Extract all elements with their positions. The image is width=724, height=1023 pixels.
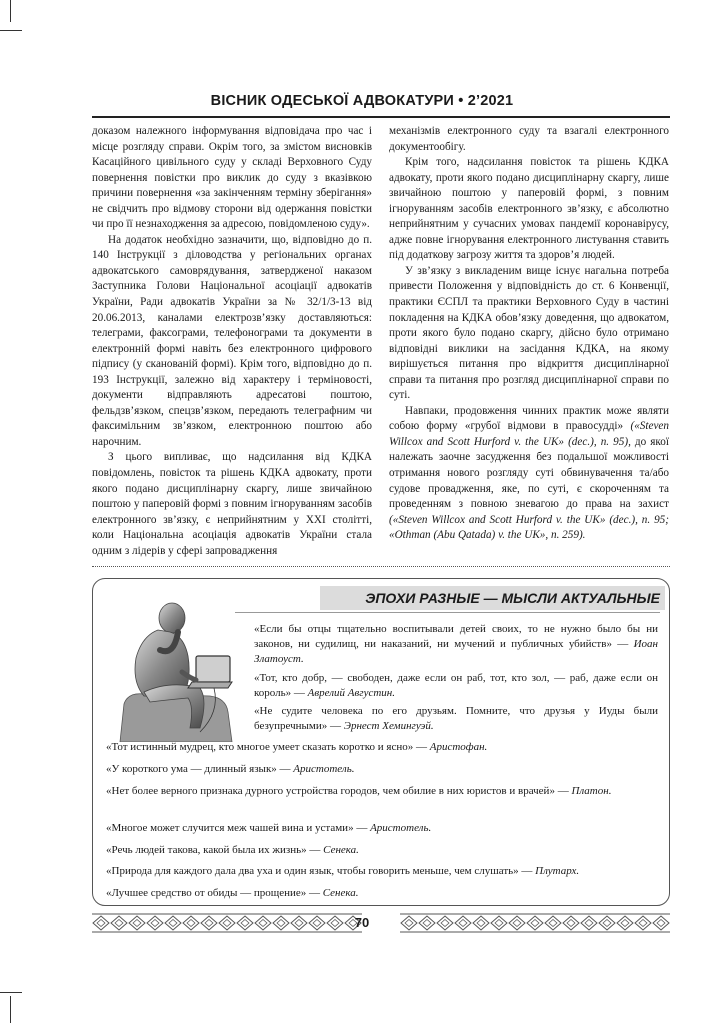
quote-text: «Если бы отцы тщательно воспитывали детей своих, то не нужно было бы ни законов, ни судилищ, ни наказаний, ни мучений и публичных убийств» — [254,623,658,651]
paragraph: механізмів електронного суду та взагалі електронного документообігу. [389,125,669,153]
quote-text: «Многое может случится меж чашей вина и устами» — [106,822,371,834]
dotted-separator [92,566,670,567]
crop-mark [0,992,22,993]
title-rule [235,612,660,613]
quote-author: Сенека. [322,887,359,899]
quote-author: Иоан Златоуст. [254,638,658,666]
quote-item [106,762,660,777]
quotes-box-title: ЭПОХИ РАЗНЫЕ — МЫСЛИ АКТУАЛЬНЫЕ [365,590,660,606]
quote-item [106,864,660,879]
quote-text: «Тот, кто добр, — свободен, даже если он раб, тот, кто зол, — раб, даже если он король» — [254,672,658,700]
case-citation: («Steven Willcox and Scott Hurford v. the UK» (dec.), п. 95), [389,420,669,448]
paragraph [389,404,669,544]
quote-author: Плутарх. [535,865,580,877]
quote-item [254,671,658,701]
right-column [389,124,669,544]
header-rule [92,116,670,118]
paragraph-text: Навпаки, продовження чинних практик може являти собою форму «грубої відмови в правосудді» [389,404,669,433]
quote-item [106,843,660,858]
paragraph-text: до якої належать заочне засудження без подальшої можливості отримання нового розгляду суті обвинувачення та/або судове провадження, яке, по суті, є скороченням та проведенням з повною зневагою до права на захист [389,435,669,511]
quote-author: Эрнест Хемингуэй. [343,720,434,733]
paragraph: У зв’язку з викладеним вище існує нагальна потреба привести Положення у відповідність до ст. 6 Конвенції, практики ЄСПЛ та практики Верховного Суду в частині покладення на КДКА обов’язку доведення, що адвокатом, проти якого було подано скаргу, дійсно було отримано відповідні виклики на засідання КДКА, на якому вирішується питання про відкриття дисциплінарної справи та питання про розгляд дисциплінарної справи по суті. [389,264,669,402]
quote-author: Сенека. [323,844,359,856]
quote-author: Аристотель. [370,822,432,834]
paragraph: Крім того, надсилання повісток та рішень КДКА адвокату, проти якого подано дисциплінарну скаргу, лише звичайною поштою у паперовій формі, з повним ігноруванням засобів електронного зв’язку, є абсолютно неприйнятним у сучасних умовах пандемії коронавірусу, адже повне ігнорування електронного листування ставить під додаткову загрозу життя та здоров’я людей. [389,156,669,262]
quote-text: «Не судите человека по его друзьям. Помните, что друзья у Иуды были безупречными» — [254,705,658,733]
quote-text: «Речь людей такова, какой была их жизнь» — [106,844,324,856]
quote-item [106,784,660,799]
quote-text: «Тот истинный мудрец, кто многое умеет сказать коротко и ясно» — [106,741,430,753]
quote-text: «Природа для каждого дала два уха и один язык, чтобы говорить меньше, чем слушать» — [106,865,536,877]
paragraph: З цього випливає, що надсилання від КДКА повідомлень, повісток та рішень КДКА адвокату, проти якого подано дисциплінарну скаргу, лише звичайною поштою у паперовій формі з повним ігноруванням засобів електронного зв’язку, є неприйнятним у XXI столітті, коли Національна асоціація адвокатів України стала одним з лідерів у сфері запровадження [92,451,372,557]
quote-author: Аристофан. [429,741,488,753]
quote-text: «Нет более верного признака дурного устройства городов, чем обилие в них юристов и врачей» — [106,785,572,797]
crop-mark [10,996,11,1023]
quote-author: Платон. [571,785,612,797]
quote-text: «У короткого ума — длинный язык» — [106,763,294,775]
journal-header: ВІСНИК ОДЕСЬКОЇ АДВОКАТУРИ • 2’2021 [210,93,514,109]
quote-item [106,740,660,755]
paragraph: доказом належного інформування відповідача про час і місце розгляду справи. Окрім того, за змістом висновків Касаційного цивільного суду у складі Верховного Суду повернення повістки про виклик до суду з вказівкою причини повернення «за закінченням терміну зберігання» не свідчить про відмову сторони від одержання повістки чи про її незнаходження за адресою, повідомленою суду». [92,125,372,231]
quote-text: «Лучшее средство от обиды — прощение» — [106,887,323,899]
quote-author: Аристотель. [293,763,355,775]
crop-mark [10,0,11,22]
case-citation: («Steven Willcox and Scott Hurford v. the UK» (dec.), п. 95; «Othman (Abu Qatada) v. the UK», п. 259). [389,513,669,542]
paragraph: На додаток необхідно зазначити, що, відповідно до п. 140 Інструкції з діловодства у регіональних органах адвокатського самоврядування, затвердженої наказом Заступника Голови Національної асоціації адвокатів України, Ради адвокатів України за № 32/1/3-13 від 20.06.2013, каналами електрозв’язку доставляються: телеграми, факсограми, телефонограми та документи в електронній формі навіть без електронного цифрового підпису (у сканованій формі). Крім того, відповідно до п. 193 Інструкції, залежно від характеру і терміновості, документи відправляють адресатові поштою, фельдзв’язком, спецзв’язком, передають телеграфним чи факсимільним зв’язком, електронною поштою або нарочним. [92,233,372,448]
quote-author: Аврелий Августин. [307,687,396,700]
page-number: 70 [354,915,370,930]
quote-item [254,704,658,734]
quote-item [106,821,660,836]
thinker-with-laptop-illustration [100,592,240,742]
quote-item [254,622,658,668]
quote-item [106,886,660,901]
crop-mark [0,30,22,31]
left-column [92,124,372,559]
